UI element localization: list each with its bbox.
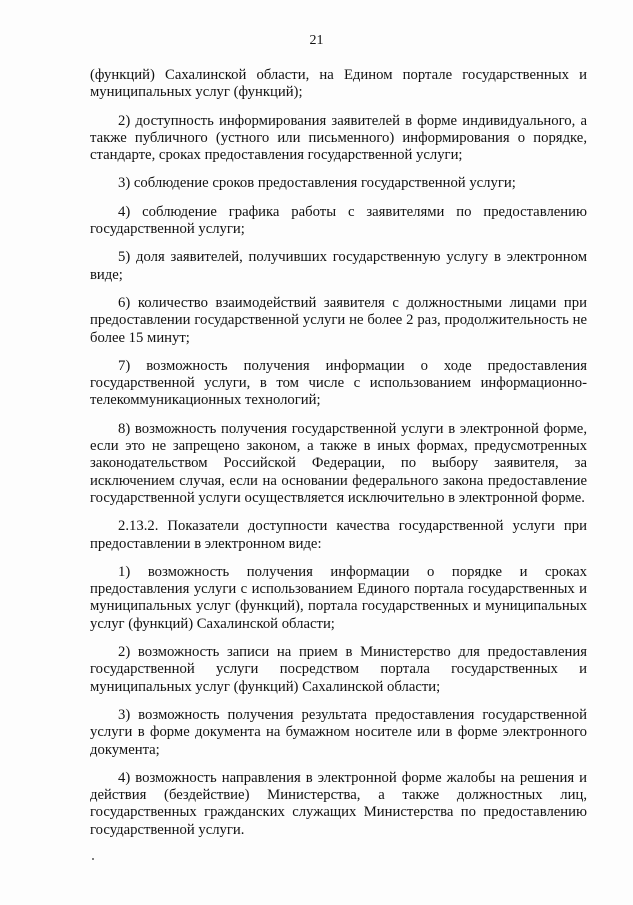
paragraph-item-8: 8) возможность получения государственной услуги в электронной форме, если это не запрещено законом, а также в иных формах, предусмотренных законодательством Российской Федерации, по выбору заявителя, за исключением случая, если на основании федерального закона предоставление государственной услуги осуществляется исключительно в электронной форме.	[90, 420, 587, 506]
paragraph-e-item-3: 3) возможность получения результата предоставления государственной услуги в форме документа на бумажном носителе или в форме электронного документа;	[90, 706, 587, 758]
paragraph-e-item-2: 2) возможность записи на прием в Министерство для предоставления государственной услуги посредством портала государственных и муниципальных услуг (функций) Сахалинской области;	[90, 644, 587, 695]
paragraph-item-2: 2) доступность информирования заявителей в форме индивидуального, а также публичного (устного или письменного) информирования о порядке, стандарте, сроках предоставления государственной услуги;	[90, 112, 587, 164]
paragraph-item-7: 7) возможность получения информации о ходе предоставления государственной услуги, в том числе с использованием информационно-телекоммуникационных технологий;	[90, 357, 587, 409]
paragraph-item-4: 4) соблюдение графика работы с заявителями по предоставлению государственной услуги;	[90, 203, 587, 238]
page-number: 21	[309, 33, 324, 48]
scan-speck	[92, 858, 94, 860]
paragraph-item-6: 6) количество взаимодействий заявителя с должностными лицами при предоставлении государственной услуги не более 2 раз, продолжительность не более 15 минут;	[90, 294, 587, 346]
document-body	[90, 67, 587, 850]
paragraph-item-3: 3) соблюдение сроков предоставления государственной услуги;	[118, 175, 516, 192]
section-heading-2-13-2: 2.13.2. Показатели доступности качества государственной услуги при предоставлении в электронном виде:	[90, 518, 587, 552]
paragraph-e-item-4: 4) возможность направления в электронной форме жалобы на решения и действия (бездействие) Министерства, а также должностных лиц, государственных гражданских служащих Министерства по предоставлению государственной услуги.	[90, 769, 587, 838]
paragraph-item-5: 5) доля заявителей, получивших государственную услугу в электронном виде;	[90, 249, 587, 283]
paragraph-continuation: (функций) Сахалинской области, на Едином портале государственных и муниципальных услуг (функций);	[90, 67, 587, 101]
paragraph-e-item-1: 1) возможность получения информации о порядке и сроках предоставления услуги с использованием Единого портала государственных и муниципальных услуг (функций), портала государственных и муниципальных услуг (функций) Сахалинской области;	[90, 563, 587, 632]
